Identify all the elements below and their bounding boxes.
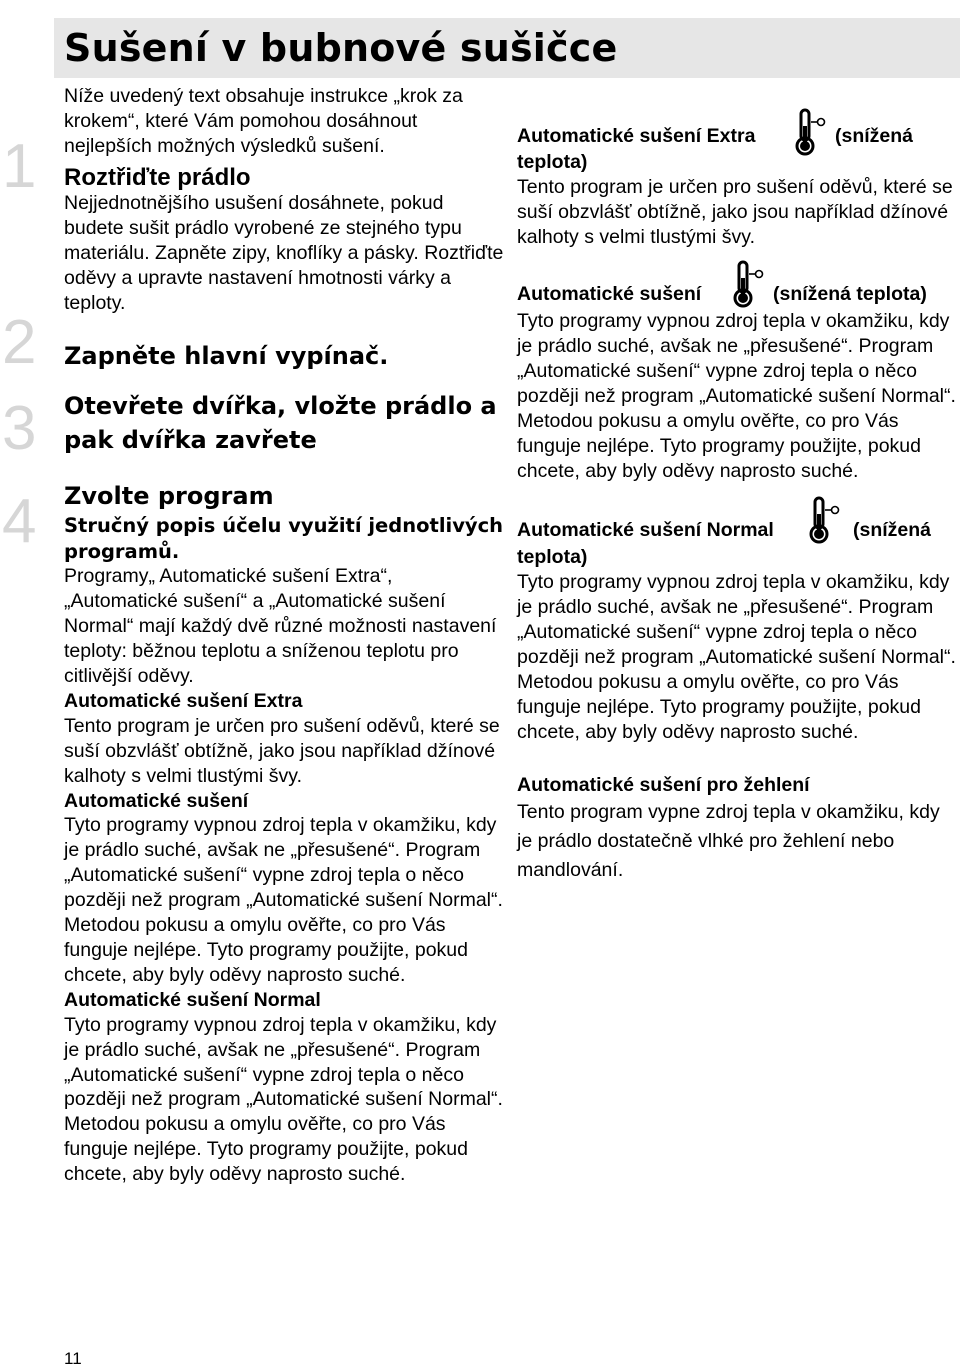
program-text: Tyto programy vypnou zdroj tepla v okamžiku, kdy je prádlo suché, avšak ne „přesušené“. Program „Automatické sušení“ vypne zdroj tepla o něco později než program „Automatické sušení Normal“. Metodou pokusu a omylu ověřte, co pro Vás funguje nejlépe. Tyto programy použijte, pokud chcete, aby byly oděvy naprosto suché.	[64, 814, 503, 986]
step4-subheading: Stručný popis účelu využití jednotlivých programů.	[64, 514, 504, 563]
low-temperature-thermometer-icon	[807, 496, 843, 544]
program-name: Automatické sušení Normal	[517, 519, 774, 541]
step4-intro: Programy„ Automatické sušení Extra“, „Automatické sušení“ a „Automatické sušení Normal“ mají každý dvě různé možnosti nastavení teploty: běžnou teplotu a sníženou teplotu pro citlivější oděvy.	[64, 565, 497, 687]
program-suffix: teplota)	[517, 151, 588, 173]
step-number-4: 4	[2, 487, 37, 556]
program-suffix: teplota)	[517, 546, 588, 568]
program-heading	[517, 124, 755, 149]
step4-heading: Zvolte program	[64, 482, 274, 511]
program-heading: Automatické sušení	[64, 789, 249, 812]
low-temperature-thermometer-icon	[731, 260, 767, 308]
program-name: Automatické sušení Extra	[517, 125, 756, 147]
right-column	[517, 100, 957, 885]
program-suffix: (snížená teplota)	[773, 283, 927, 305]
step3-heading: Otevřete dvířka, vložte prádlo a pak dvířka zavřete	[64, 392, 497, 455]
page-title: Sušení v bubnové sušičce	[64, 26, 618, 70]
step1-heading: Roztřiďte prádlo	[64, 164, 251, 192]
step-number-3: 3	[2, 394, 37, 463]
program-suffix: (snížená	[853, 519, 932, 541]
program-text: Tento program vypne zdroj tepla v okamžiku, kdy je prádlo dostatečně vlhké pro žehlení nebo mandlování.	[517, 801, 940, 881]
intro-text: Níže uvedený text obsahuje instrukce „krok za krokem“, které Vám pomohou dosáhnout nejlepších možných výsledků sušení.	[64, 85, 463, 157]
step-number-1: 1	[2, 132, 37, 201]
program-suffix: (snížená	[835, 125, 914, 147]
program-text: Tento program je určen pro sušení oděvů, které se suší obzvlášť obtížně, jako jsou například džínové kalhoty s velmi tlustými švy.	[64, 714, 500, 787]
program-heading: Automatické sušení Extra	[64, 689, 303, 712]
program-text: Tyto programy vypnou zdroj tepla v okamžiku, kdy je prádlo suché, avšak ne „přesušené“. Program „Automatické sušení“ vypne zdroj tepla o něco později než program „Automatické sušení Normal“. Metodou pokusu a omylu ověřte, co pro Vás funguje nejlépe. Tyto programy použijte, pokud chcete, aby byly oděvy naprosto suché.	[64, 1013, 503, 1186]
step2-heading: Zapněte hlavní vypínač.	[64, 342, 389, 371]
program-text: Tyto programy vypnou zdroj tepla v okamžiku, kdy je prádlo suché, avšak ne „přesušené“. Program „Automatické sušení“ vypne zdroj tepla o něco později než program „Automatické sušení Normal“. Metodou pokusu a omylu ověřte, co pro Vás funguje nejlépe. Tyto programy použijte, pokud chcete, aby byly oděvy naprosto suché.	[517, 310, 956, 482]
program-text: Tento program je určen pro sušení oděvů, které se suší obzvlášť obtížně, jako jsou například džínové kalhoty s velmi tlustými švy.	[517, 176, 953, 248]
program-name: Automatické sušení	[517, 283, 702, 305]
step-number-2: 2	[2, 308, 37, 377]
program-heading: Automatické sušení Normal	[64, 988, 321, 1011]
title-bar	[54, 18, 960, 78]
program-name: Automatické sušení pro žehlení	[517, 774, 810, 796]
step1-text: Nejjednotnějšího usušení dosáhnete, pokud budete sušit prádlo vyrobené ze stejného typu materiálu. Zapněte zipy, knoflíky a pásky. Roztřiďte oděvy a upravte nastavení hmotnosti várky a teploty.	[64, 192, 504, 314]
program-text: Tyto programy vypnou zdroj tepla v okamžiku, kdy je prádlo suché, avšak ne „přesušené“. Program „Automatické sušení“ vypne zdroj tepla o něco později než program „Automatické sušení Normal“. Metodou pokusu a omylu ověřte, co pro Vás funguje nejlépe. Tyto programy použijte, pokud chcete, aby byly oděvy naprosto suché.	[517, 571, 956, 743]
left-column	[64, 84, 504, 1187]
low-temperature-thermometer-icon	[793, 108, 829, 156]
page-number: 11	[64, 1349, 82, 1368]
